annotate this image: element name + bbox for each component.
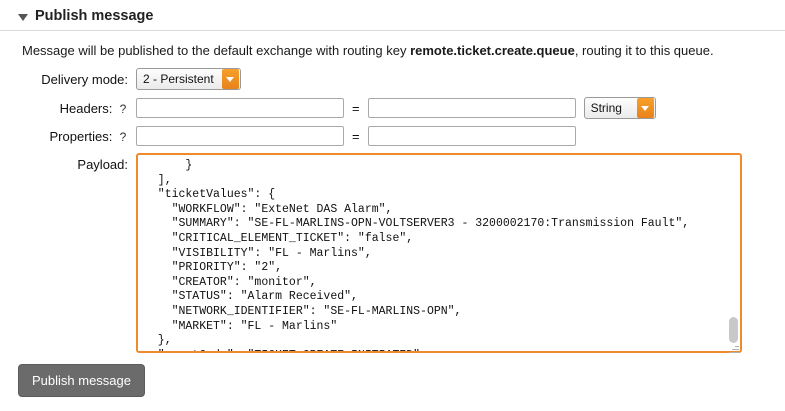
property-name-input[interactable] xyxy=(136,126,344,146)
payload-label: Payload: xyxy=(77,157,128,172)
payload-scrollbar-thumb[interactable] xyxy=(729,317,738,343)
header-type-value: String xyxy=(590,101,622,115)
help-icon[interactable]: ? xyxy=(119,129,127,144)
intro-text xyxy=(0,31,785,68)
payload-wrapper xyxy=(136,153,742,356)
resize-handle[interactable] xyxy=(729,343,739,353)
section-header[interactable] xyxy=(0,0,785,31)
publish-message-button[interactable]: Publish message xyxy=(18,364,145,397)
headers-label-text: Headers: xyxy=(59,100,113,116)
help-icon[interactable]: ? xyxy=(119,101,127,116)
chevron-down-icon[interactable] xyxy=(637,98,654,118)
routing-key: remote.ticket.create.queue xyxy=(410,43,575,58)
intro-suffix: , routing it to this queue. xyxy=(574,43,714,58)
properties-row xyxy=(0,126,785,146)
page-title: Publish message xyxy=(35,8,154,24)
delivery-mode-select[interactable] xyxy=(136,68,241,90)
chevron-down-icon[interactable] xyxy=(222,69,239,89)
delivery-mode-row xyxy=(0,68,785,90)
properties-label xyxy=(0,129,136,144)
header-type-select[interactable] xyxy=(584,97,656,119)
payload-row xyxy=(0,153,785,356)
delivery-mode-label: Delivery mode: xyxy=(41,71,128,87)
delivery-mode-value: 2 - Persistent xyxy=(143,72,214,86)
intro-prefix: Message will be published to the default exchange with routing key xyxy=(22,43,411,58)
header-value-input[interactable] xyxy=(368,98,576,118)
publish-form xyxy=(0,68,785,356)
headers-equals: = xyxy=(352,100,360,116)
property-value-input[interactable] xyxy=(368,126,576,146)
properties-label-text: Properties: xyxy=(49,128,113,144)
header-name-input[interactable] xyxy=(136,98,344,118)
payload-textarea[interactable] xyxy=(136,153,742,353)
properties-equals: = xyxy=(352,128,360,144)
triangle-down-icon[interactable] xyxy=(18,14,28,21)
headers-row xyxy=(0,97,785,119)
headers-label xyxy=(0,101,136,116)
